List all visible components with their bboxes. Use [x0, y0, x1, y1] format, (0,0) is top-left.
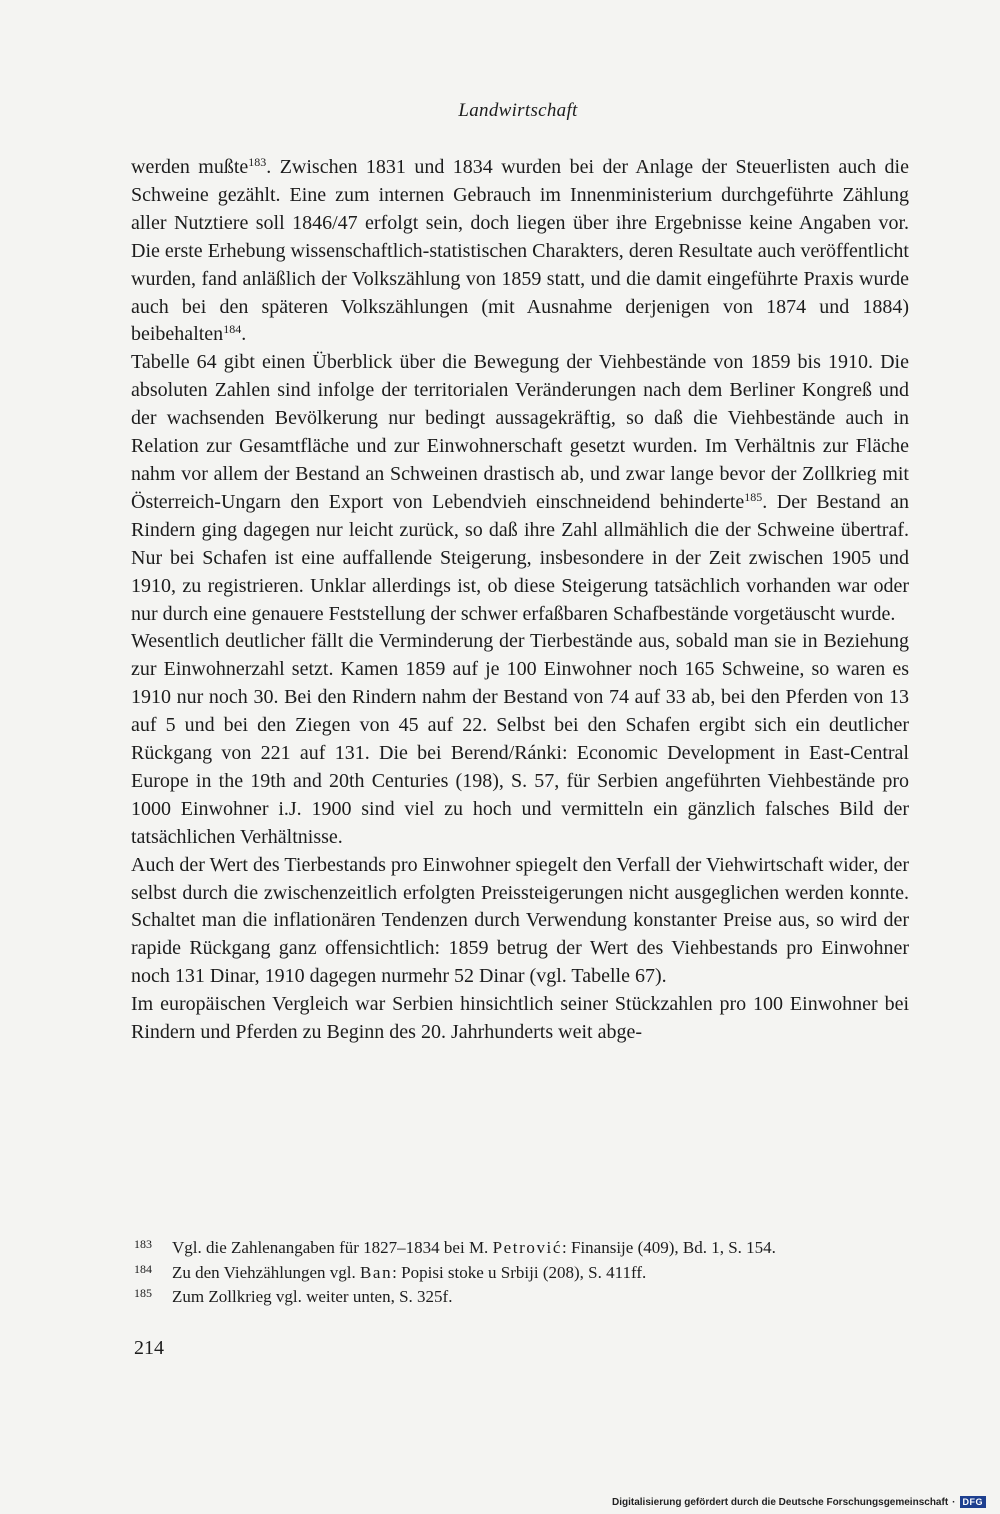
footnote-text-part: Zu den Viehzählungen vgl.: [172, 1262, 360, 1282]
paragraph: [131, 852, 909, 992]
paragraph-text: . Der Bestand an Rindern ging dagegen nur leicht zurück, so daß ihre Zahl allmählich die der Schweine übertraf. Nur bei Schafen ist eine auffallende Steigerung, insbesondere in der Zeit zwischen 1905 und 1910, zu registrieren. Unklar allerdings ist, ob diese Steigerung tatsächlich vorhanden war oder nur durch eine genauere Feststellung der schwer erfaßbaren Schafbestände vorgetäuscht wurde.: [131, 490, 909, 625]
footnote-ref: 183: [248, 155, 267, 169]
page-number: 214: [134, 1337, 164, 1359]
footnote: [134, 1261, 909, 1286]
footnote-text: [172, 1285, 452, 1310]
footnotes: [134, 1236, 909, 1310]
paragraph-text: Wesentlich deutlicher fällt die Verminderung der Tierbestände aus, sobald man sie in Beziehung zur Einwohnerzahl setzt. Kamen 1859 auf je 100 Einwohner noch 165 Schweine, so waren es 1910 nur noch 30. Bei den Rindern nahm der Bestand von 74 auf 33 ab, bei den Pferden von 13 auf 5 und bei den Ziegen von 45 auf 22. Selbst bei den Schafen ergibt sich ein deutlicher Rückgang von 221 auf 131. Die bei Berend/Ránki: Economic Development in East-Central Europe in the 19th and 20th Centuries (198), S. 57, für Serbien angeführten Viehbestände pro 1000 Einwohner i.J. 1900 sind viel zu hoch und vermitteln ein gänzlich falsches Bild der tatsächlichen Verhältnisse.: [131, 630, 909, 848]
running-head-text: Landwirtschaft: [458, 100, 578, 121]
footnote-text: [172, 1236, 776, 1261]
footnote-number: 183: [134, 1237, 152, 1251]
footnote-text-part: Vgl. die Zahlenangaben für 1827–1834 bei M.: [172, 1238, 493, 1257]
main-text: [131, 154, 909, 1047]
paragraph-text: .: [241, 323, 247, 346]
paragraph: [131, 991, 909, 1047]
author-name: Petrović: [492, 1238, 563, 1257]
footnote-ref: 184: [223, 322, 242, 337]
paragraph-text: werden mußte: [131, 156, 249, 178]
paragraph: [131, 154, 909, 349]
author-name: Ban: [359, 1262, 393, 1282]
paragraph-text: . Zwischen 1831 und 1834 wurden bei der Anlage der Steuerlisten auch die Schweine gezählt. Eine zum internen Gebrauch im Innenministerium durchgeführte Zählung aller Nutztiere soll 1846/47 erfolgt sein, doch liegen über ihre Ergebnisse keine Angaben vor. Die erste Erhebung wissenschaftlich-statistischen Charakters, deren Resultate auch veröffentlicht wurden, fand anläßlich der Volkszählung von 1859 statt, und die damit eingeführte Praxis wurde auch bei den späteren Volkszählungen (mit Ausnahme derjenigen von 1874 und 1884) beibehalten: [131, 156, 909, 346]
running-head: [0, 100, 1000, 122]
footnote: [134, 1236, 909, 1261]
footnote-text-part: Zum Zollkrieg vgl. weiter unten, S. 325f.: [172, 1287, 453, 1306]
footnote-text-part: : Popisi stoke u Srbiji (208), S. 411ff.: [392, 1262, 647, 1282]
footnote: [134, 1285, 909, 1310]
dfg-logo-icon: DFG: [960, 1496, 987, 1508]
footnote-number: 184: [134, 1261, 152, 1276]
digitization-footer: Digitalisierung gefördert durch die Deutsche Forschungsgemeinschaft · DFG: [612, 1496, 986, 1508]
paragraph-text: Tabelle 64 gibt einen Überblick über die Bewegung der Viehbestände von 1859 bis 1910. Die absoluten Zahlen sind infolge der territorialen Veränderungen nach dem Berliner Kongreß und der wachsenden Bevölkerung nur bedingt aussagekräftig, so daß die Viehbestände auch in Relation zur Gesamtfläche und zur Einwohnerschaft gesetzt wurden. Im Verhältnis zur Fläche nahm vor allem der Bestand an Schweinen drastisch ab, und zwar lange bevor der Zollkrieg mit Österreich-Ungarn den Export von Lebendvieh einschneidend behinderte: [131, 351, 909, 513]
footnote-text-part: : Finansije (409), Bd. 1, S. 154.: [562, 1238, 776, 1257]
footnote-text: [172, 1261, 646, 1286]
paragraph: [131, 349, 909, 628]
footer-text: Digitalisierung gefördert durch die Deutsche Forschungsgemeinschaft: [611, 1496, 949, 1508]
paragraph-text: Auch der Wert des Tierbestands pro Einwohner spiegelt den Verfall der Viehwirtschaft wider, der selbst durch die zwischenzeitlich erfolgten Preissteigerungen nicht ausgeglichen werden konnte. Schaltet man die inflationären Tendenzen durch Verwendung konstanter Preise aus, so wird der rapide Rückgang ganz offensichtlich: 1859 betrug der Wert des Viehbestands pro Einwohner noch 131 Dinar, 1910 dagegen nurmehr 52 Dinar (vgl. Tabelle 67).: [131, 853, 909, 988]
paragraph-text: Im europäischen Vergleich war Serbien hinsichtlich seiner Stückzahlen pro 100 Einwohner bei Rindern und Pferden zu Beginn des 20. Jahrhunderts weit abge-: [131, 993, 909, 1044]
footnote-number: 185: [134, 1286, 152, 1300]
paragraph: [131, 628, 909, 851]
footnote-ref: 185: [744, 489, 763, 504]
